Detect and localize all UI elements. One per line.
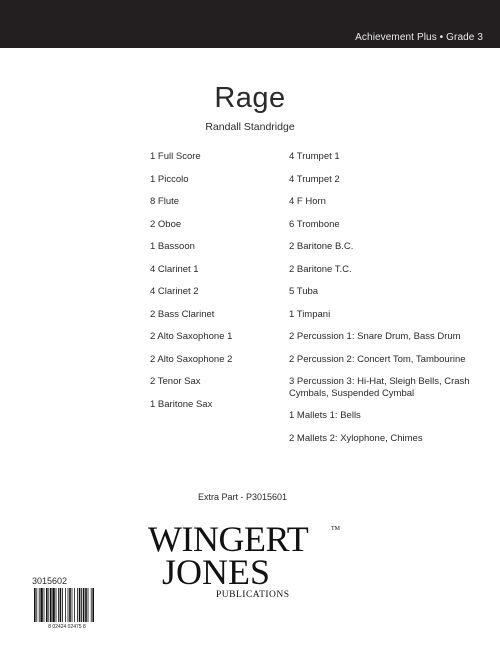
part-item: 2 Baritone T.C. <box>289 263 352 275</box>
part-item: 2 Oboe <box>150 218 182 230</box>
publisher-logo-line3: PUBLICATIONS <box>216 590 290 600</box>
part-item: 2 Alto Saxophone 2 <box>150 353 233 365</box>
part-item: 8 Flute <box>150 196 180 207</box>
part-item: 1 Bassoon <box>150 241 195 252</box>
barcode-bar <box>60 588 62 622</box>
barcode-bar <box>44 588 45 622</box>
barcode-bar <box>65 588 66 622</box>
barcode-bar <box>83 588 85 622</box>
barcode-bar <box>91 588 92 622</box>
part-item: 3 Percussion 3: Hi-Hat, Sleigh Bells, Crash Cymbals, Suspended Cymbal <box>289 376 470 399</box>
trademark-mark: TM <box>331 526 340 532</box>
part-item: 1 Baritone Sax <box>150 398 213 410</box>
part-item: 2 Percussion 1: Snare Drum, Bass Drum <box>289 331 461 342</box>
barcode-bar <box>39 588 40 622</box>
catalog-number: 3015602 <box>32 576 68 586</box>
barcode-bar <box>79 588 81 622</box>
barcode-bar <box>74 588 75 622</box>
part-item: 2 Mallets 2: Xylophone, Chimes <box>289 432 423 444</box>
barcode-bar <box>40 588 42 622</box>
instrumentation-right-column <box>289 151 499 455</box>
barcode-bar <box>88 588 89 622</box>
part-item: 4 F Horn <box>289 196 326 207</box>
barcode-bar <box>77 588 78 622</box>
extra-part-label: Extra Part - P3015601 <box>198 492 288 502</box>
barcode-bar <box>46 588 48 622</box>
publisher-logo <box>148 520 338 602</box>
part-item: 2 Bass Clarinet <box>150 308 215 320</box>
barcode-bar <box>56 588 57 622</box>
barcode-bar <box>85 588 87 622</box>
part-item: 2 Tenor Sax <box>150 376 201 387</box>
barcode-bars <box>34 588 94 622</box>
part-item: 2 Baritone B.C. <box>289 241 354 252</box>
barcode-bar <box>62 588 63 622</box>
piece-title: Rage <box>214 82 286 114</box>
part-item: 1 Full Score <box>150 151 201 162</box>
part-item: 6 Trombone <box>289 218 340 230</box>
barcode-bar <box>69 588 71 622</box>
publisher-logo-line1: WINGERT <box>148 519 309 559</box>
part-item: 4 Trumpet 1 <box>289 151 340 162</box>
barcode-bar <box>58 588 59 622</box>
barcode-digits: 8 02424 02475 8 <box>48 624 86 630</box>
part-item: 2 Alto Saxophone 1 <box>150 331 233 342</box>
part-item: 4 Clarinet 2 <box>150 286 199 297</box>
barcode-bar <box>81 588 82 622</box>
barcode <box>30 586 104 630</box>
part-item: 1 Piccolo <box>150 173 189 185</box>
part-item: 2 Percussion 2: Concert Tom, Tambourine <box>289 353 466 365</box>
part-item: 1 Timpani <box>289 308 331 320</box>
barcode-bar <box>48 588 49 622</box>
barcode-bar <box>50 588 52 622</box>
part-item: 1 Mallets 1: Bells <box>289 410 361 421</box>
instrumentation-left-column <box>150 151 280 421</box>
series-grade-label: Achievement Plus • Grade 3 <box>355 32 483 43</box>
barcode-bar <box>36 588 37 622</box>
composer-name: Randall Standridge <box>205 121 295 133</box>
part-item: 5 Tuba <box>289 286 319 297</box>
barcode-bar <box>34 588 36 622</box>
barcode-bar <box>92 588 94 622</box>
part-item: 4 Trumpet 2 <box>289 173 340 185</box>
barcode-bar <box>68 588 69 622</box>
barcode-bar <box>72 588 73 622</box>
header-bar <box>0 0 500 48</box>
barcode-bar <box>52 588 54 622</box>
part-item: 4 Clarinet 1 <box>150 263 199 275</box>
publisher-logo-line2: JONES <box>162 552 271 592</box>
